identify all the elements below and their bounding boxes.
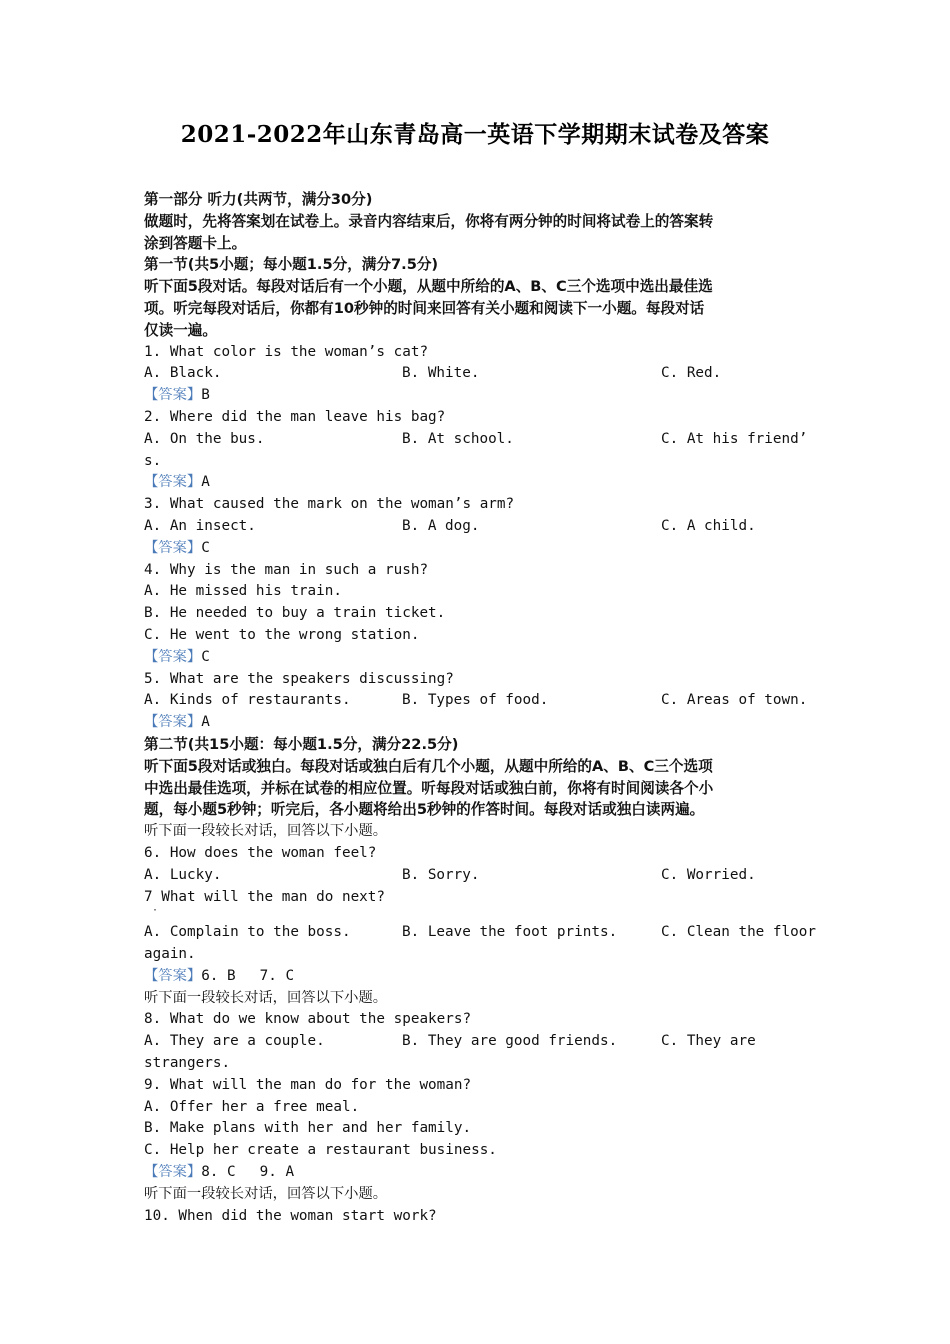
option-a: A. Complain to the boss. bbox=[144, 924, 351, 941]
section2-instruction-line: 听下面5段对话或独白。每段对话或独白后有几个小题，从题中所给的A、B、C三个选项 bbox=[144, 757, 713, 775]
option-a: A. Black. bbox=[144, 365, 222, 382]
question-stem: 3. What caused the mark on the woman’s arm? bbox=[144, 496, 515, 513]
answer-line bbox=[144, 712, 816, 734]
question-stem: 8. What do we know about the speakers? bbox=[144, 1011, 472, 1028]
section2-instruction-line: 中选出最佳选项，并标在试卷的相应位置。听每段对话或独白前，你将有时间阅读各个小 bbox=[144, 779, 714, 797]
option-continuation: strangers. bbox=[144, 1055, 231, 1072]
option-row bbox=[144, 922, 816, 944]
option-b: B. At school. bbox=[402, 430, 514, 447]
option-b: B. A dog. bbox=[402, 517, 480, 534]
option-b: B. Types of food. bbox=[402, 692, 549, 709]
answer-value: 9. A bbox=[259, 1164, 295, 1181]
option-c: C. At his friend’ bbox=[661, 430, 808, 447]
option-c: C. He went to the wrong station. bbox=[144, 626, 420, 643]
answer-label: 【答案】 bbox=[144, 1164, 202, 1181]
answer-label: 【答案】 bbox=[144, 387, 202, 404]
answer-label: 【答案】 bbox=[144, 539, 202, 556]
answer-line bbox=[144, 966, 816, 988]
option-b: B. Sorry. bbox=[402, 866, 480, 883]
option-c: C. A child. bbox=[661, 517, 756, 534]
option-a: A. He missed his train. bbox=[144, 583, 342, 600]
answer-line bbox=[144, 647, 816, 669]
option-a: A. Offer her a free meal. bbox=[144, 1098, 360, 1115]
answer-label: 【答案】 bbox=[144, 648, 202, 665]
answer-value: A bbox=[201, 474, 210, 491]
answer-label: 【答案】 bbox=[144, 967, 202, 984]
option-a: A. An insect. bbox=[144, 517, 256, 534]
option-b: B. They are good friends. bbox=[402, 1033, 618, 1050]
option-b: B. White. bbox=[402, 365, 480, 382]
section1-instruction-line: 听下面5段对话。每段对话后有一个小题，从题中所给的A、B、C三个选项中选出最佳选 bbox=[144, 278, 713, 296]
document-body bbox=[144, 189, 816, 1227]
dialogue-intro: 听下面一段较长对话，回答以下小题。 bbox=[144, 1185, 388, 1202]
option-c: C. They are bbox=[661, 1033, 756, 1050]
section1-instruction-line: 项。听完每段对话后，你都有10秒钟的时间来回答有关小题和阅读下一小题。每段对话 bbox=[144, 299, 705, 317]
answer-label: 【答案】 bbox=[144, 474, 202, 491]
option-a: A. They are a couple. bbox=[144, 1033, 325, 1050]
option-continuation: s. bbox=[144, 452, 162, 469]
document-title: 2021-2022年山东青岛高一英语下学期期末试卷及答案 bbox=[180, 121, 770, 148]
option-continuation: again. bbox=[144, 946, 196, 963]
answer-value: C bbox=[201, 539, 210, 556]
answer-line bbox=[144, 472, 816, 494]
dialogue-intro: 听下面一段较长对话，回答以下小题。 bbox=[144, 989, 388, 1006]
answer-value: B bbox=[201, 387, 210, 404]
option-c: C. Worried. bbox=[661, 866, 756, 883]
option-row bbox=[144, 690, 816, 712]
question-stem: 10. When did the woman start work? bbox=[144, 1207, 437, 1224]
option-c: C. Areas of town. bbox=[661, 692, 808, 709]
option-a: A. Kinds of restaurants. bbox=[144, 692, 351, 709]
question-stem: 1. What color is the woman’s cat? bbox=[144, 343, 429, 360]
question-stem: 2. Where did the man leave his bag? bbox=[144, 408, 446, 425]
option-row bbox=[144, 865, 816, 887]
option-row bbox=[144, 1031, 816, 1053]
stray-dot: · bbox=[152, 905, 159, 917]
answer-value: C bbox=[201, 648, 210, 665]
option-row bbox=[144, 429, 816, 451]
option-c: C. Red. bbox=[661, 365, 722, 382]
answer-line bbox=[144, 538, 816, 560]
dialogue-intro: 听下面一段较长对话，回答以下小题。 bbox=[144, 823, 388, 840]
question-stem: 5. What are the speakers discussing? bbox=[144, 670, 454, 687]
question-stem: 9. What will the man do for the woman? bbox=[144, 1076, 472, 1093]
option-a: A. Lucky. bbox=[144, 866, 222, 883]
option-row bbox=[144, 516, 816, 538]
answer-line bbox=[144, 1162, 816, 1184]
section1-instruction-line: 仅读一遍。 bbox=[144, 321, 217, 339]
spacer bbox=[144, 905, 816, 922]
answer-value: 6. B bbox=[201, 967, 236, 984]
option-row bbox=[144, 363, 816, 385]
option-b: B. Leave the foot prints. bbox=[402, 924, 618, 941]
option-a: A. On the bus. bbox=[144, 430, 265, 447]
answer-value: A bbox=[201, 714, 210, 731]
answer-label: 【答案】 bbox=[144, 714, 202, 731]
section2-instruction-line: 题，每小题5秒钟；听完后，各小题将给出5秒钟的作答时间。每段对话或独白读两遍。 bbox=[144, 801, 705, 819]
option-b: B. Make plans with her and her family. bbox=[144, 1120, 472, 1137]
question-stem: 6. How does the woman feel? bbox=[144, 844, 377, 861]
section1-heading: 第一节(共5小题；每小题1.5分，满分7.5分) bbox=[144, 256, 439, 274]
option-b: B. He needed to buy a train ticket. bbox=[144, 605, 446, 622]
section2-heading: 第二节(共15小题：每小题1.5分，满分22.5分) bbox=[144, 735, 459, 753]
part1-instruction-line: 涂到答题卡上。 bbox=[144, 234, 247, 252]
part1-heading: 第一部分 听力(共两节，满分30分) bbox=[144, 191, 373, 208]
part1-instruction-line: 做题时，先将答案划在试卷上。录音内容结束后，你将有两分钟的时间将试卷上的答案转 bbox=[144, 212, 714, 230]
question-stem: 7 What will the man do next? bbox=[144, 888, 386, 905]
option-c: C. Help her create a restaurant business. bbox=[144, 1142, 497, 1159]
answer-value: 7. C bbox=[259, 967, 295, 984]
answer-value: 8. C bbox=[201, 1164, 236, 1181]
answer-line bbox=[144, 385, 816, 407]
option-c: C. Clean the floor bbox=[661, 924, 816, 941]
question-stem: 4. Why is the man in such a rush? bbox=[144, 561, 429, 578]
